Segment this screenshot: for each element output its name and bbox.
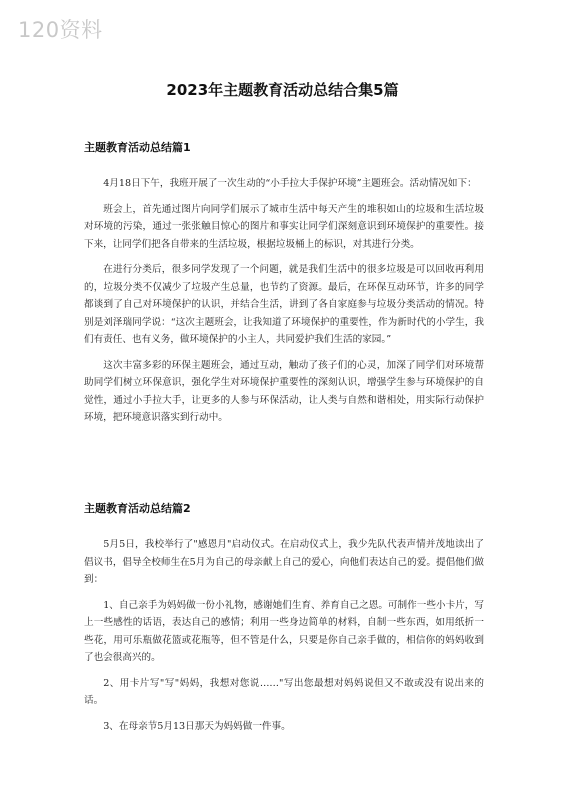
- paragraph: 5月5日，我校举行了"感恩月"启动仪式。在启动仪式上，我少先队代表声情并茂地读出了倡议书，倡导全校师生在5月为自己的母亲献上自己的爱心，向他们表达自己的爱。提倡他们做到：: [84, 539, 484, 585]
- paragraph: 4月18日下午，我班开展了一次生动的“小手拉大手保护环境”主题班会。活动情况如下：: [103, 178, 477, 189]
- section-heading: 主题教育活动总结篇2: [84, 502, 191, 515]
- paragraph: 3、在母亲节5月13日那天为妈妈做一件事。: [103, 720, 291, 732]
- watermark-text: 120资料: [18, 18, 103, 42]
- paragraph: 班会上，首先通过图片向同学们展示了城市生活中每天产生的堆积如山的垃圾和生活垃圾对环境的污染，通过一张张触目惊心的图片和事实让同学们深刻意识到环境保护的重要性。接下来，让同学们把各自带来的生活垃圾，根据垃圾桶上的标识，对其进行分类。: [84, 203, 484, 250]
- document-title: 2023年主题教育活动总结合集5篇: [166, 81, 399, 99]
- section-1: [84, 139, 484, 435]
- paragraph: 1、自己亲手为妈妈做一份小礼物，感谢她们生育、养育自己之恩。可制作一些小卡片，写上一些感性的话语，表达自己的感情；利用一些身边简单的材料，自制一些东西，如用纸折一些花，用可乐瓶做花篮或花瓶等，但不管是什么，只要是你自己亲手做的，相信你的妈妈收到了也会很高兴的。: [84, 599, 484, 663]
- section-heading: 主题教育活动总结篇1: [84, 141, 191, 154]
- paragraph: 在进行分类后，很多同学发现了一个问题，就是我们生活中的很多垃圾是可以回收再利用的，垃圾分类不仅减少了垃圾产生总量，也节约了资源。最后，在环保互动环节，许多的同学都谈到了自己对环境保护的认识，并结合生活，讲到了各自家庭参与垃圾分类活动的情况。特别是刘泽瑞同学说：“这次主题班会，让我知道了环境保护的重要性，作为新时代的小学生，我们有责任、也有义务，做环境保护的小主人，共同爱护我们生活的家园。”: [84, 264, 484, 345]
- paragraph: 这次丰富多彩的环保主题班会，通过互动，触动了孩子们的心灵，加深了同学们对环境帮助同学们树立环保意识，强化学生对环境保护重要性的深刻认识，增强学生参与环境保护的自觉性，通过小手拉大手，让更多的人参与环保活动，让人类与自然和谐相处，用实际行动保护环境，把环境意识落实到行动中。: [84, 359, 484, 423]
- paragraph: 2、用卡片写"写"妈妈，我想对您说……"写出您最想对妈妈说但又不敢或没有说出来的话。: [84, 677, 484, 706]
- section-2: [84, 500, 484, 743]
